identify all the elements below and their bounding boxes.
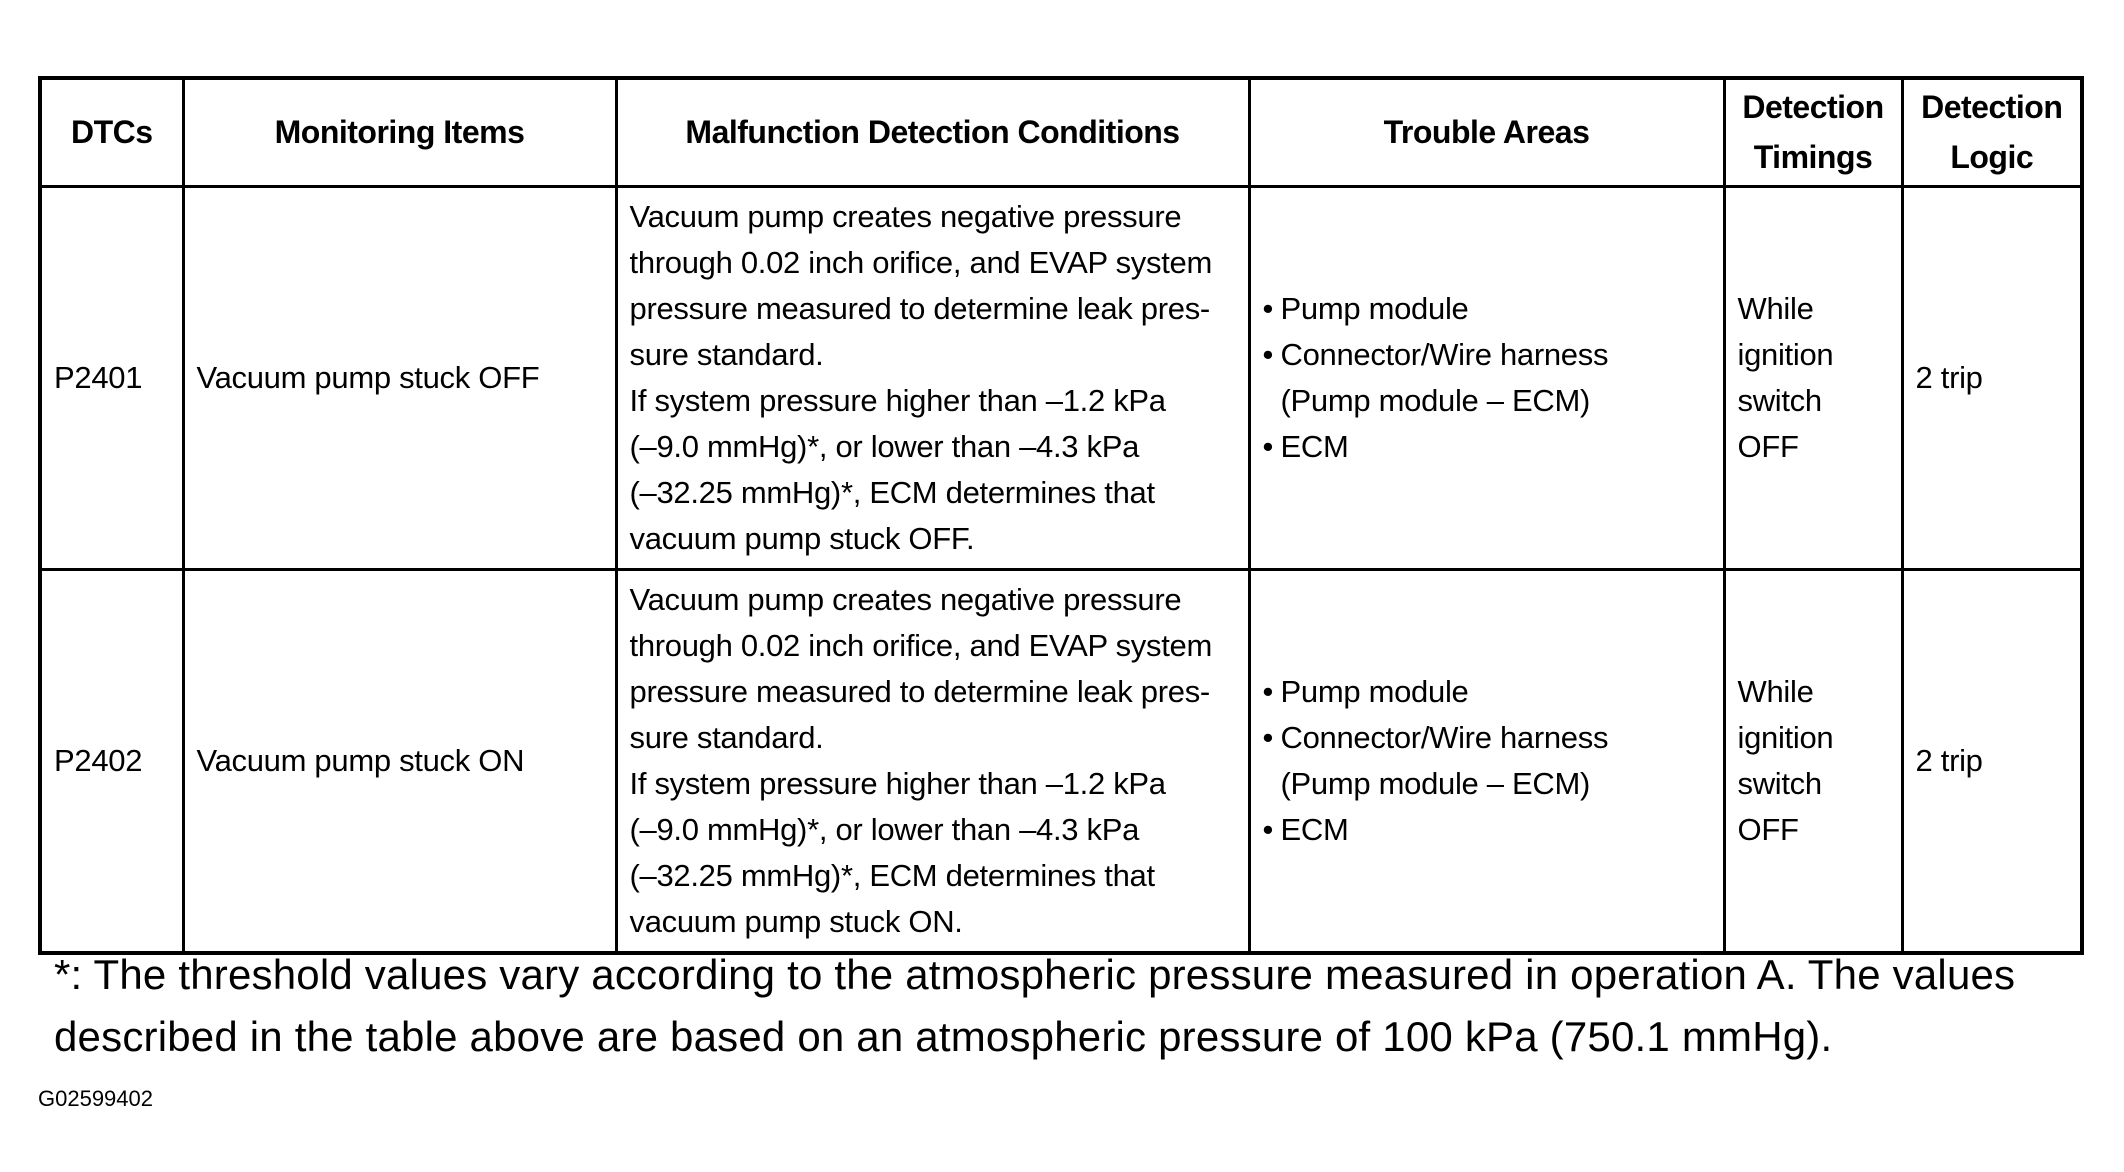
dtc-code: P2401 — [40, 186, 183, 569]
detection-logic: 2 trip — [1902, 186, 2082, 569]
header-malfunction-conditions: Malfunction Detection Conditions — [616, 78, 1249, 186]
table-row — [40, 186, 2082, 569]
header-detection-timings: Detection Timings — [1724, 78, 1902, 186]
header-dtcs: DTCs — [40, 78, 183, 186]
dtc-code: P2402 — [40, 569, 183, 953]
footnote-line: *: The threshold values vary according to the atmospheric pressure measured in operation A. The values — [54, 951, 2016, 998]
header-detection-logic: Detection Logic — [1902, 78, 2082, 186]
figure-id: G02599402 — [38, 1086, 153, 1111]
header-trouble-areas: Trouble Areas — [1249, 78, 1724, 186]
detection-logic: 2 trip — [1902, 569, 2082, 953]
trouble-areas: • Pump module • Connector/Wire harness (Pump module – ECM) • ECM — [1249, 186, 1724, 569]
monitoring-item: Vacuum pump stuck ON — [183, 569, 616, 953]
monitoring-item: Vacuum pump stuck OFF — [183, 186, 616, 569]
detection-timing: While ignition switch OFF — [1724, 569, 1902, 953]
header-monitoring-items: Monitoring Items — [183, 78, 616, 186]
dtc-table — [38, 76, 2084, 955]
footnote-line: described in the table above are based on an atmospheric pressure of 100 kPa (750.1 mmHg). — [54, 1013, 1833, 1060]
trouble-areas: • Pump module • Connector/Wire harness (Pump module – ECM) • ECM — [1249, 569, 1724, 953]
header-row — [40, 78, 2082, 186]
footnote — [54, 944, 2114, 1068]
detection-timing: While ignition switch OFF — [1724, 186, 1902, 569]
detection-conditions: Vacuum pump creates negative pressure through 0.02 inch orifice, and EVAP system pressure measured to determine leak pres- sure standard. If system pressure higher than –1.2 kPa (–9.0 mmHg)*, or lower than –4.3 kPa (–32.25 mmHg)*, ECM determines that vacuum pump stuck ON. — [616, 569, 1249, 953]
detection-conditions: Vacuum pump creates negative pressure through 0.02 inch orifice, and EVAP system pressure measured to determine leak pres- sure standard. If system pressure higher than –1.2 kPa (–9.0 mmHg)*, or lower than –4.3 kPa (–32.25 mmHg)*, ECM determines that vacuum pump stuck OFF. — [616, 186, 1249, 569]
table-row — [40, 569, 2082, 953]
